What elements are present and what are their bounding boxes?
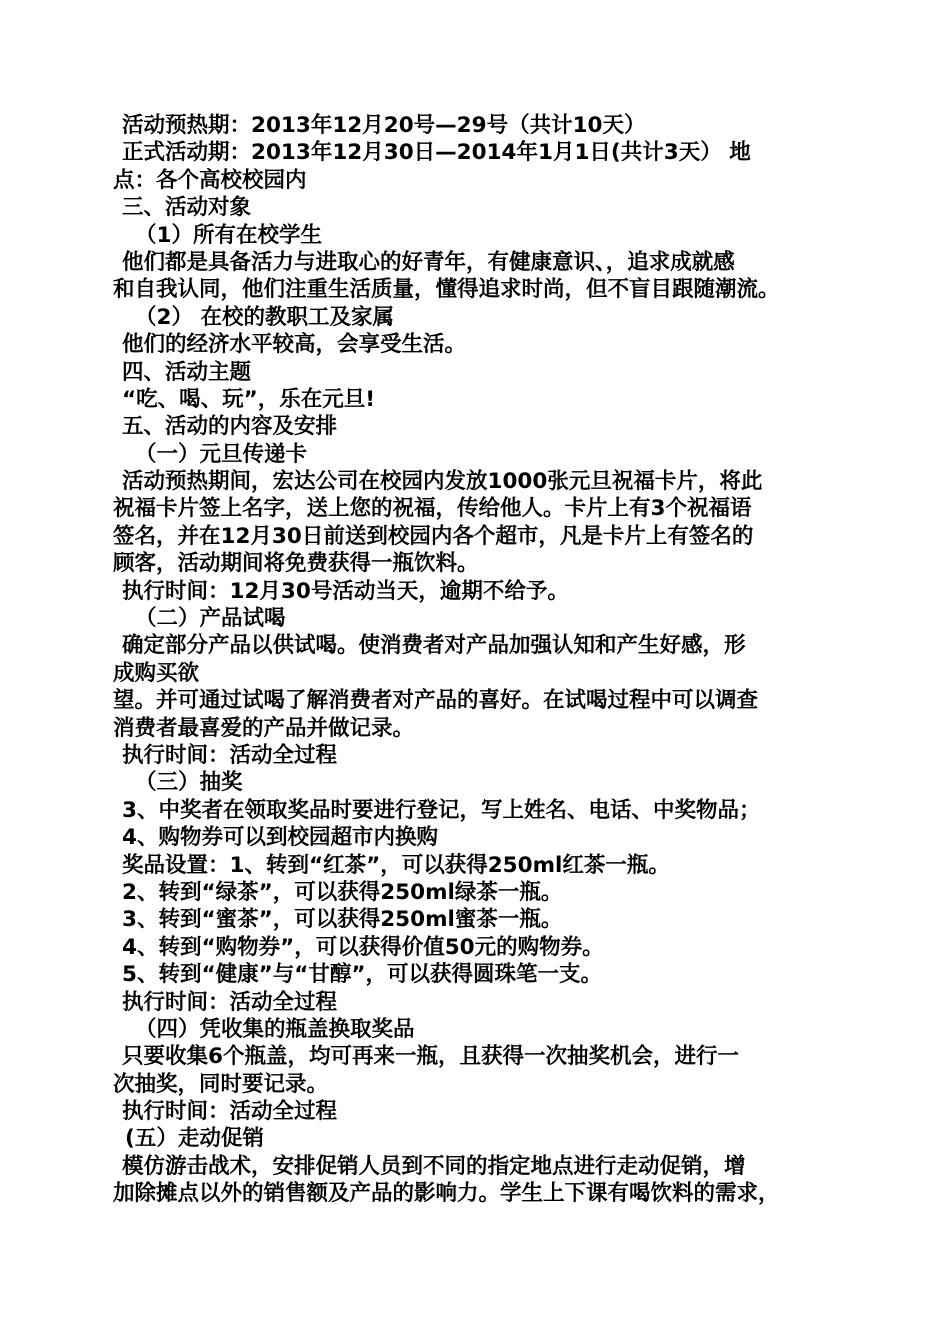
text-line: 和自我认同，他们注重生活质量，懂得追求时尚，但不盲目跟随潮流。 [113,277,780,303]
text-line: 4、转到“购物券”，可以获得价值50元的购物券。 [122,934,604,960]
text-line: 活动预热期间，宏达公司在校园内发放1000张元旦祝福卡片，将此 [122,469,763,495]
text-line: 顾客，活动期间将免费获得一瓶饮料。 [113,551,479,577]
text-line: “吃、喝、玩”，乐在元旦! [122,386,376,412]
text-line: 3、中奖者在领取奖品时要进行登记，写上姓名、电话、中奖物品； [122,797,761,823]
text-line: 执行时间：12月30号活动当天，逾期不给予。 [122,578,569,604]
text-line: 模仿游击战术，安排促销人员到不同的指定地点进行走动促销，增 [122,1153,746,1179]
text-line: 4、购物券可以到校园超市内换购 [122,825,438,851]
text-line: 成购买欲 [113,660,200,686]
section-heading: 三、活动对象 [122,195,252,221]
subsection-heading: （四）凭收集的瓶盖换取奖品 [135,1016,415,1042]
text-line: 加除摊点以外的销售额及产品的影响力。学生上下课有喝饮料的需求， [113,1181,780,1207]
subsection-heading: （三）抽奖 [135,770,243,796]
text-line: 他们都是具备活力与进取心的好青年，有健康意识、，追求成就感 [122,249,735,275]
text-line: 祝福卡片签上名字，送上您的祝福，传给他人。卡片上有3个祝福语 [113,496,752,522]
text-line: 奖品设置：1、转到“红茶”，可以获得250ml红茶一瓶。 [122,852,670,878]
text-line: 执行时间：活动全过程 [122,989,338,1015]
text-line: 他们的经济水平较高，会享受生活。 [122,332,467,358]
subsection-heading: （2） 在校的教职工及家属 [135,304,394,330]
subsection-heading: （1）所有在校学生 [135,222,322,248]
subsection-heading: (五）走动促销 [125,1126,264,1152]
text-line: 正式活动期：2013年12月30日—2014年1月1日(共计3天） 地 [122,140,751,166]
text-line: 执行时间：活动全过程 [122,742,338,768]
text-line: 点：各个高校校园内 [113,167,307,193]
text-line: 执行时间：活动全过程 [122,1099,338,1125]
subsection-heading: （二）产品试喝 [135,606,286,632]
section-heading: 五、活动的内容及安排 [122,414,338,440]
text-line: 望。并可通过试喝了解消费者对产品的喜好。在试喝过程中可以调查 [113,688,759,714]
text-line: 5、转到“健康”与“甘醇”，可以获得圆珠笔一支。 [122,962,602,988]
subsection-heading: （一）元旦传递卡 [135,441,308,467]
text-line: 确定部分产品以供试喝。使消费者对产品加强认知和产生好感，形 [122,633,746,659]
section-heading: 四、活动主题 [122,359,252,385]
text-line: 次抽奖，同时要记录。 [113,1071,329,1097]
text-line: 消费者最喜爱的产品并做记录。 [113,715,415,741]
text-line: 签名，并在12月30日前送到校园内各个超市，凡是卡片上有签名的 [113,523,754,549]
text-line: 2、转到“绿茶”，可以获得250ml绿茶一瓶。 [122,879,563,905]
text-line: 只要收集6个瓶盖，均可再来一瓶，且获得一次抽奖机会，进行一 [122,1044,739,1070]
text-line: 活动预热期：2013年12月20号—29号（共计10天） [122,113,646,138]
document-body [113,112,843,1208]
text-line: 3、转到“蜜茶”，可以获得250ml蜜茶一瓶。 [122,907,563,933]
